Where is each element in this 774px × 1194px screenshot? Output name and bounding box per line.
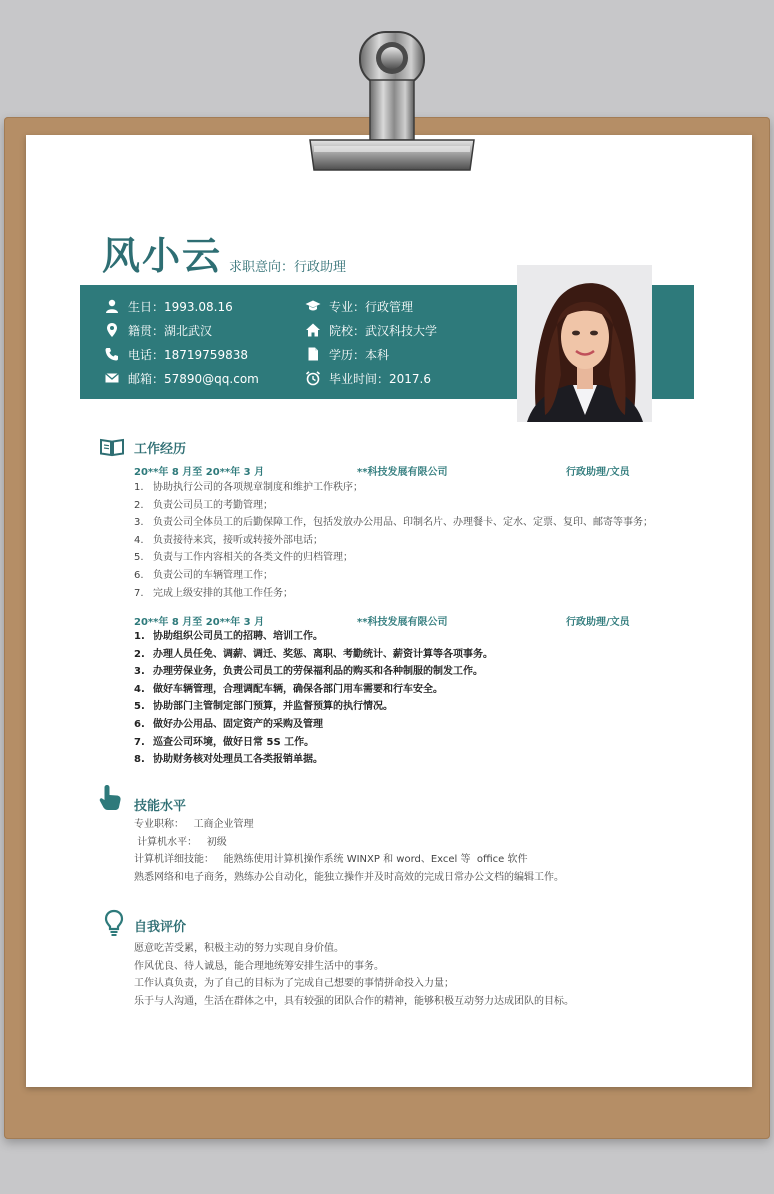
info-phone: 电话：18719759838 — [104, 344, 248, 364]
info-birthday: 生日：1993.08.16 — [104, 296, 233, 316]
list-item: 4. 做好车辆管理，合理调配车辆，确保各部门用车需要和行车安全。 — [134, 683, 443, 695]
job-2-position: 行政助理/文员 — [566, 617, 630, 628]
info-school: 院校：武汉科技大学 — [305, 320, 437, 340]
job-2-company: **科技发展有限公司 — [357, 617, 448, 628]
mail-icon — [104, 370, 120, 386]
list-item: 1. 协助组织公司员工的招聘、培训工作。 — [134, 631, 323, 642]
info-graduation: 毕业时间：2017.6 — [305, 368, 431, 388]
evaluation-line: 乐于与人沟通，生活在群体之中，具有较强的团队合作的精神，能够积极互动努力达成团队的目标。 — [134, 995, 574, 1007]
job-intention: 求职意向：行政助理 — [229, 260, 347, 275]
job-1-period: 20**年 8 月至 20**年 3 月 — [134, 467, 265, 478]
info-degree: 学历：本科 — [305, 344, 389, 364]
section-title-evaluation: 自我评价 — [134, 920, 187, 935]
evaluation-line: 作风优良、待人诚恳，能合理地统筹安排生活中的事务。 — [134, 960, 384, 972]
skill-line: 计算机水平： 初级 — [134, 836, 227, 848]
skill-line: 专业职称： 工商企业管理 — [134, 819, 254, 830]
graduation-cap-icon — [305, 298, 321, 314]
skills-lines — [134, 816, 564, 886]
binder-clip-icon — [304, 24, 480, 180]
list-item: 5. 负责与工作内容相关的各类文件的归档管理； — [134, 552, 353, 564]
list-item: 4. 负责接待来宾，接听或转接外部电话； — [134, 534, 323, 546]
candidate-name: 风小云 — [102, 234, 223, 278]
list-item: 3. 负责公司全体员工的后勤保障工作，包括发放办公用品、印制名片、办理餐卡、定水、定票、复印、邮寄等事务； — [134, 517, 653, 529]
list-item: 6. 做好办公用品、固定资产的采购及管理 — [134, 718, 323, 730]
skill-line: 熟悉网络和电子商务，熟练办公自动化，能独立操作并及时高效的完成日常办公文档的编辑工作。 — [134, 871, 564, 883]
list-item: 3. 办理劳保业务，负责公司员工的劳保福利品的购买和各种制服的制发工作。 — [134, 666, 483, 678]
list-item: 5. 协助部门主管制定部门预算，并监督预算的执行情况。 — [134, 701, 393, 713]
user-icon — [104, 298, 120, 314]
section-title-experience: 工作经历 — [134, 442, 187, 457]
job-2-period: 20**年 8 月至 20**年 3 月 — [134, 617, 265, 628]
list-item: 7. 巡查公司环境，做好日常 5S 工作。 — [134, 736, 315, 748]
list-item: 2. 负责公司员工的考勤管理； — [134, 499, 273, 511]
location-pin-icon — [104, 322, 120, 338]
job-1-position: 行政助理/文员 — [566, 467, 630, 478]
evaluation-line: 愿意吃苦受累，积极主动的努力实现自身价值。 — [134, 943, 344, 954]
list-item: 2. 办理人员任免、调薪、调迁、奖惩、离职、考勤统计、薪资计算等各项事务。 — [134, 648, 493, 660]
info-major: 专业：行政管理 — [305, 296, 413, 316]
home-icon — [305, 322, 321, 338]
alarm-clock-icon — [305, 370, 321, 386]
lightbulb-icon — [104, 909, 124, 937]
section-title-skills: 技能水平 — [134, 799, 187, 814]
info-hometown: 籍贯：湖北武汉 — [104, 320, 212, 340]
job-1-duties — [134, 479, 653, 602]
profile-photo — [517, 265, 652, 422]
skill-line: 计算机详细技能： 能熟练使用计算机操作系统 WINXP 和 word、Excel 等 office 软件 — [134, 854, 528, 866]
job-1-company: **科技发展有限公司 — [357, 467, 448, 478]
list-item: 1. 协助执行公司的各项规章制度和维护工作秩序； — [134, 482, 363, 493]
list-item: 6. 负责公司的车辆管理工作； — [134, 569, 273, 581]
list-item: 8. 协助财务核对处理员工各类报销单据。 — [134, 754, 323, 766]
info-email: 邮箱：57890@qq.com — [104, 368, 259, 388]
job-2-duties — [134, 628, 493, 769]
phone-icon — [104, 346, 120, 362]
evaluation-line: 工作认真负责，为了自己的目标为了完成自己想要的事情拼命投入力量； — [134, 978, 454, 990]
document-icon — [305, 346, 321, 362]
list-item: 7. 完成上级安排的其他工作任务； — [134, 587, 293, 599]
open-book-icon — [100, 437, 124, 457]
pointing-hand-icon — [98, 783, 124, 811]
evaluation-lines — [134, 940, 574, 1010]
